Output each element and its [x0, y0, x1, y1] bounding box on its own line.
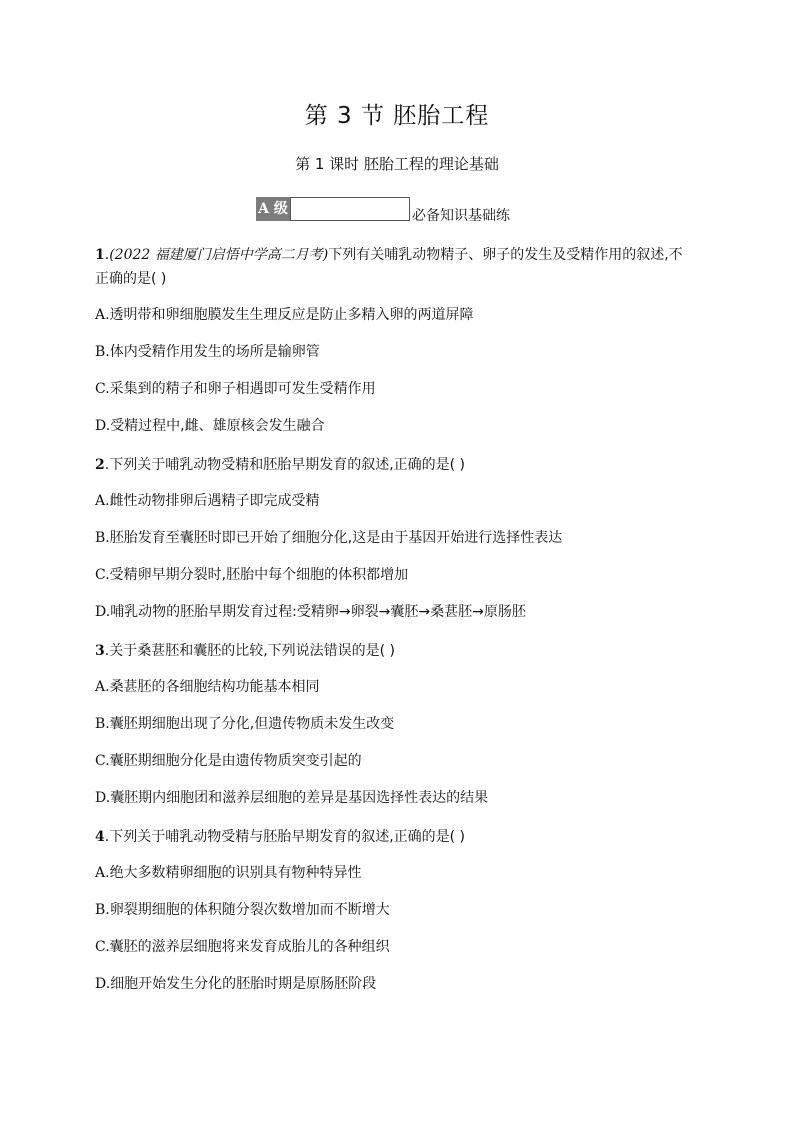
- option-text: 透明带和卵细胞膜发生生理反应是防止多精入卵的两道屏障: [109, 307, 474, 323]
- question-2-option-d: [95, 602, 526, 622]
- option-letter: A.: [95, 307, 110, 323]
- option-text: 哺乳动物的胚胎早期发育过程:受精卵→卵裂→囊胚→桑葚胚→原肠胚: [110, 604, 526, 620]
- option-letter: C.: [95, 381, 110, 397]
- option-letter: C.: [95, 567, 110, 583]
- question-1-option-a: [95, 305, 474, 325]
- question-2-stem: [95, 453, 695, 477]
- question-text: .关于桑葚胚和囊胚的比较,下列说法错误的是( ): [104, 643, 396, 659]
- option-text: 桑葚胚的各细胞结构功能基本相同: [109, 679, 320, 695]
- question-4-option-a: [95, 863, 362, 883]
- option-text: 雌性动物排卵后遇精子即完成受精: [109, 493, 320, 509]
- option-letter: D.: [95, 418, 111, 434]
- question-1-stem: [95, 243, 695, 291]
- option-text: 采集到的精子和卵子相遇即可发生受精作用: [109, 381, 376, 397]
- section-title: 第 3 节 胚胎工程: [304, 103, 490, 129]
- option-letter: C.: [95, 753, 110, 769]
- option-text: 囊胚期细胞分化是由遗传物质突变引起的: [109, 753, 362, 769]
- question-3-option-c: [95, 751, 362, 771]
- question-number: 4: [95, 829, 105, 845]
- option-text: 囊胚的滋养层细胞将来发育成胎儿的各种组织: [109, 939, 390, 955]
- option-letter: A.: [95, 493, 110, 509]
- level-label: 必备知识基础练: [412, 208, 510, 224]
- option-letter: B.: [95, 716, 110, 732]
- question-text: 下列有关哺乳动物精子、卵子的发生及受精作用的叙述,不正确的是( ): [95, 247, 683, 287]
- option-text: 绝大多数精卵细胞的识别具有物种特异性: [109, 865, 362, 881]
- option-letter: D.: [95, 790, 111, 806]
- option-letter: A.: [95, 865, 110, 881]
- question-text: .下列关于哺乳动物受精和胚胎早期发育的叙述,正确的是( ): [104, 457, 466, 473]
- option-text: 卵裂期细胞的体积随分裂次数增加而不断增大: [109, 902, 390, 918]
- option-letter: A.: [95, 679, 110, 695]
- option-text: 胚胎发育至囊胚时即已开始了细胞分化,这是由于基因开始进行选择性表达: [109, 530, 563, 546]
- question-4-option-b: [95, 900, 390, 920]
- question-source: .(2022 福建厦门启悟中学高二月考): [104, 247, 329, 263]
- option-text: 受精卵早期分裂时,胚胎中每个细胞的体积都增加: [109, 567, 409, 583]
- option-text: 囊胚期细胞出现了分化,但遗传物质未发生改变: [109, 716, 395, 732]
- option-letter: D.: [95, 976, 111, 992]
- question-2-option-c: [95, 565, 408, 585]
- question-3-option-d: [95, 788, 488, 808]
- question-number: 3: [95, 643, 105, 659]
- question-4-stem: [95, 825, 695, 849]
- level-badge: A 级: [256, 197, 290, 221]
- option-text: 囊胚期内细胞团和滋养层细胞的差异是基因选择性表达的结果: [110, 790, 489, 806]
- question-3-stem: [95, 639, 695, 663]
- question-1-option-b: [95, 342, 320, 362]
- option-letter: B.: [95, 530, 110, 546]
- question-4-option-d: [95, 974, 376, 994]
- question-number: 1: [95, 247, 105, 263]
- level-header: [256, 193, 510, 224]
- question-text: .下列关于哺乳动物受精与胚胎早期发育的叙述,正确的是( ): [104, 829, 466, 845]
- option-text: 受精过程中,雌、雄原核会发生融合: [110, 418, 325, 434]
- question-4-option-c: [95, 937, 390, 957]
- question-1-option-d: [95, 416, 325, 436]
- option-text: 体内受精作用发生的场所是输卵管: [109, 344, 320, 360]
- option-letter: B.: [95, 902, 110, 918]
- question-3-option-b: [95, 714, 394, 734]
- option-letter: B.: [95, 344, 110, 360]
- option-text: 细胞开始发生分化的胚胎时期是原肠胚阶段: [110, 976, 377, 992]
- option-letter: D.: [95, 604, 111, 620]
- option-letter: C.: [95, 939, 110, 955]
- question-2-option-a: [95, 491, 320, 511]
- question-3-option-a: [95, 677, 320, 697]
- lesson-subtitle: 第 1 课时 胚胎工程的理论基础: [295, 155, 499, 173]
- question-number: 2: [95, 457, 105, 473]
- question-1-option-c: [95, 379, 376, 399]
- question-2-option-b: [95, 528, 562, 548]
- level-box: [290, 197, 410, 221]
